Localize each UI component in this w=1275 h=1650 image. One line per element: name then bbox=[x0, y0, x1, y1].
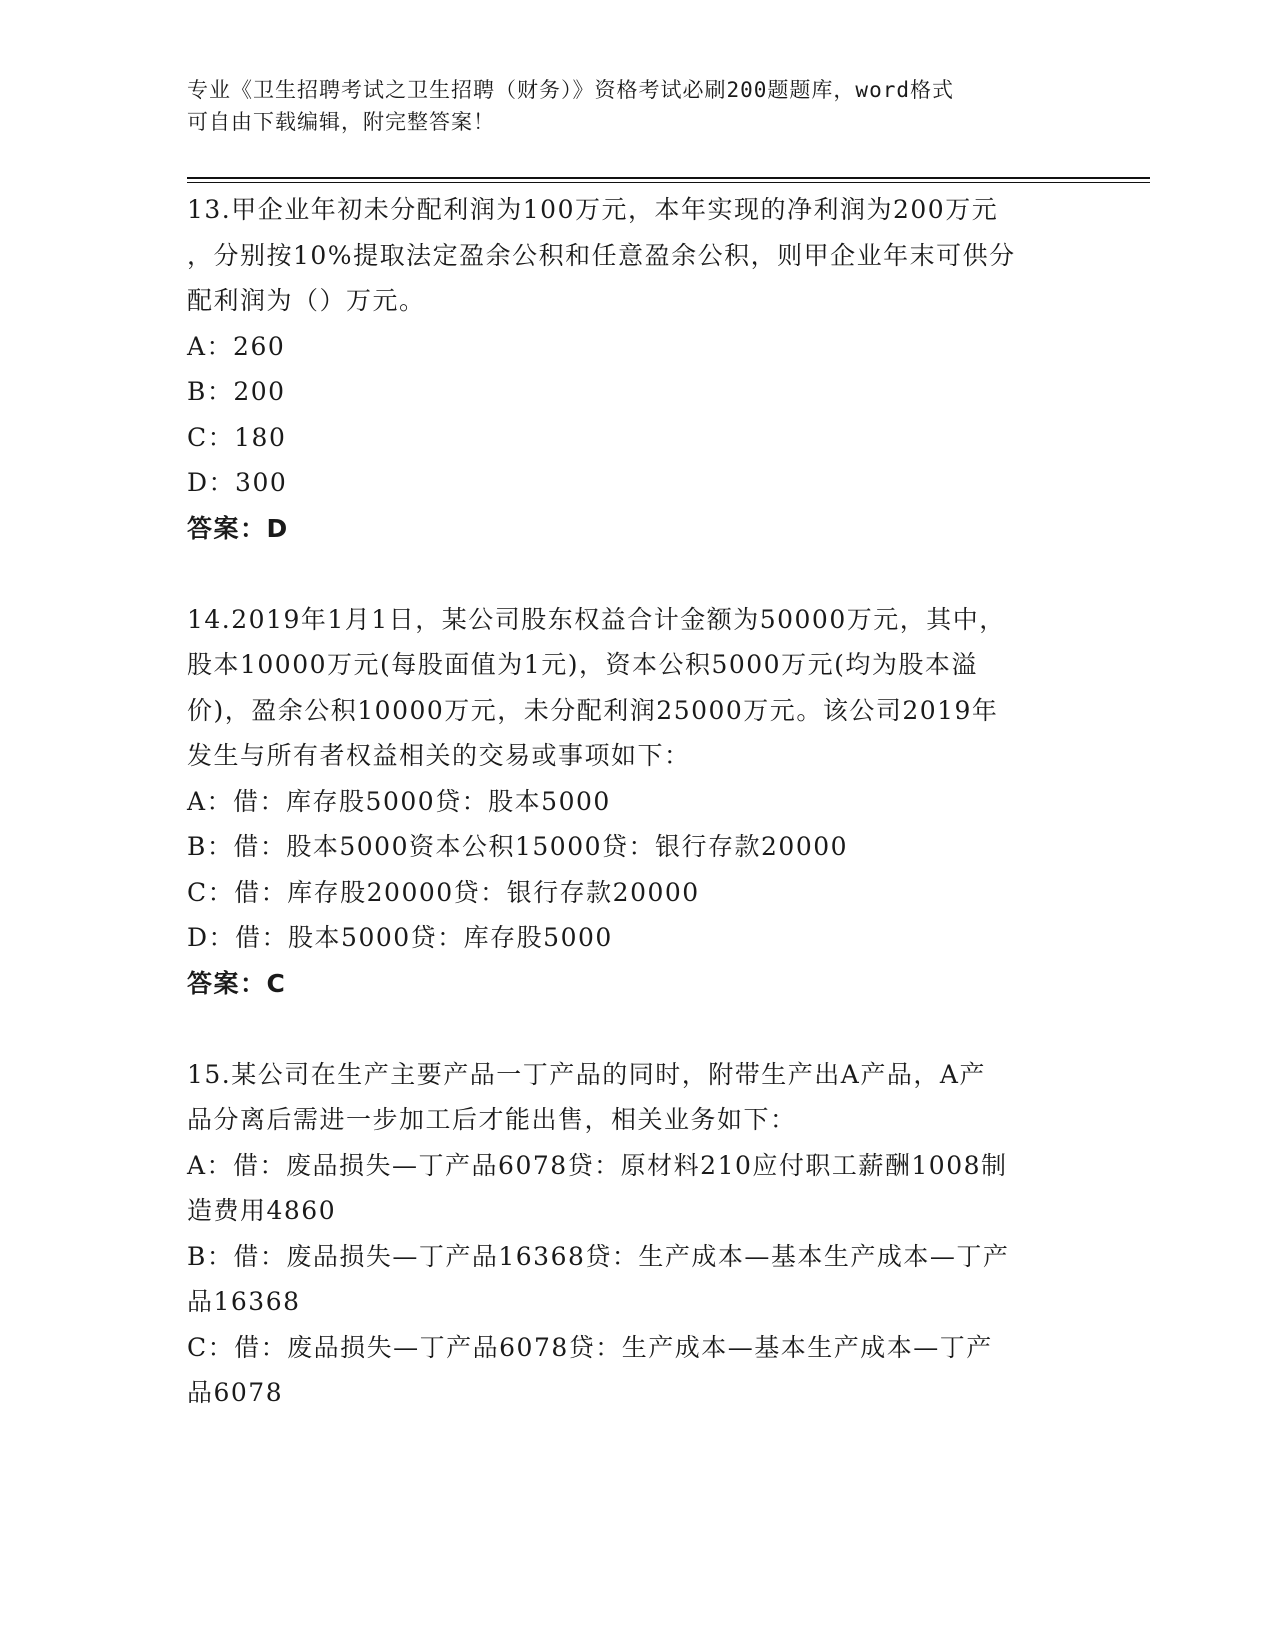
question-stem-line: 配利润为（）万元。 bbox=[187, 286, 426, 315]
header-line-1: 专业《卫生招聘考试之卫生招聘（财务）》资格考试必刷200题题库，word格式 bbox=[187, 78, 954, 102]
option-c: C：180 bbox=[187, 422, 287, 452]
question-stem-line: 股本10000万元(每股面值为1元)，资本公积5000万元(均为股本溢 bbox=[187, 650, 978, 679]
question-stem-line: 13.甲企业年初未分配利润为100万元，本年实现的净利润为200万元 bbox=[187, 195, 999, 224]
question-15 bbox=[187, 1052, 1087, 1416]
option-a: A：260 bbox=[187, 331, 286, 361]
option-d: D：借：股本5000贷：库存股5000 bbox=[187, 923, 613, 952]
option-d: D：300 bbox=[187, 468, 288, 497]
answer: 答案：C bbox=[187, 968, 287, 998]
option-c-continued: 品6078 bbox=[187, 1378, 284, 1407]
option-c: C：借：库存股20000贷：银行存款20000 bbox=[187, 877, 700, 907]
question-stem-line: 发生与所有者权益相关的交易或事项如下： bbox=[187, 741, 691, 770]
question-stem-line: 价)，盈余公积10000万元，未分配利润25000万元。该公司2019年 bbox=[187, 695, 999, 725]
question-14 bbox=[187, 597, 1087, 1007]
option-a: A：借：库存股5000贷：股本5000 bbox=[187, 786, 611, 816]
option-b: B：借：股本5000资本公积15000贷：银行存款20000 bbox=[187, 832, 849, 861]
option-c: C：借：废品损失—丁产品6078贷：生产成本—基本生产成本—丁产 bbox=[187, 1332, 993, 1362]
header-divider-thin bbox=[187, 182, 1150, 183]
option-b-continued: 品16368 bbox=[187, 1287, 301, 1316]
header-divider-thick bbox=[187, 177, 1150, 179]
question-list bbox=[187, 187, 1087, 1416]
header-line-2: 可自由下载编辑，附完整答案！ bbox=[187, 110, 495, 134]
answer: 答案：D bbox=[187, 513, 289, 543]
document-header bbox=[187, 74, 1067, 138]
option-a: A：借：废品损失—丁产品6078贷：原材料210应付职工薪酬1008制 bbox=[187, 1150, 1008, 1180]
question-stem-line: ，分别按10%提取法定盈余公积和任意盈余公积，则甲企业年末可供分 bbox=[187, 240, 1016, 270]
option-b: B：借：废品损失—丁产品16368贷：生产成本—基本生产成本—丁产 bbox=[187, 1241, 1010, 1271]
option-b: B：200 bbox=[187, 377, 286, 406]
question-stem-line: 品分离后需进一步加工后才能出售，相关业务如下： bbox=[187, 1105, 797, 1134]
question-stem-line: 15.某公司在生产主要产品一丁产品的同时，附带生产出A产品，A产 bbox=[187, 1059, 986, 1089]
option-a-continued: 造费用4860 bbox=[187, 1196, 337, 1225]
question-13 bbox=[187, 187, 1087, 551]
question-stem-line: 14.2019年1月1日，某公司股东权益合计金额为50000万元，其中， bbox=[187, 604, 1006, 634]
